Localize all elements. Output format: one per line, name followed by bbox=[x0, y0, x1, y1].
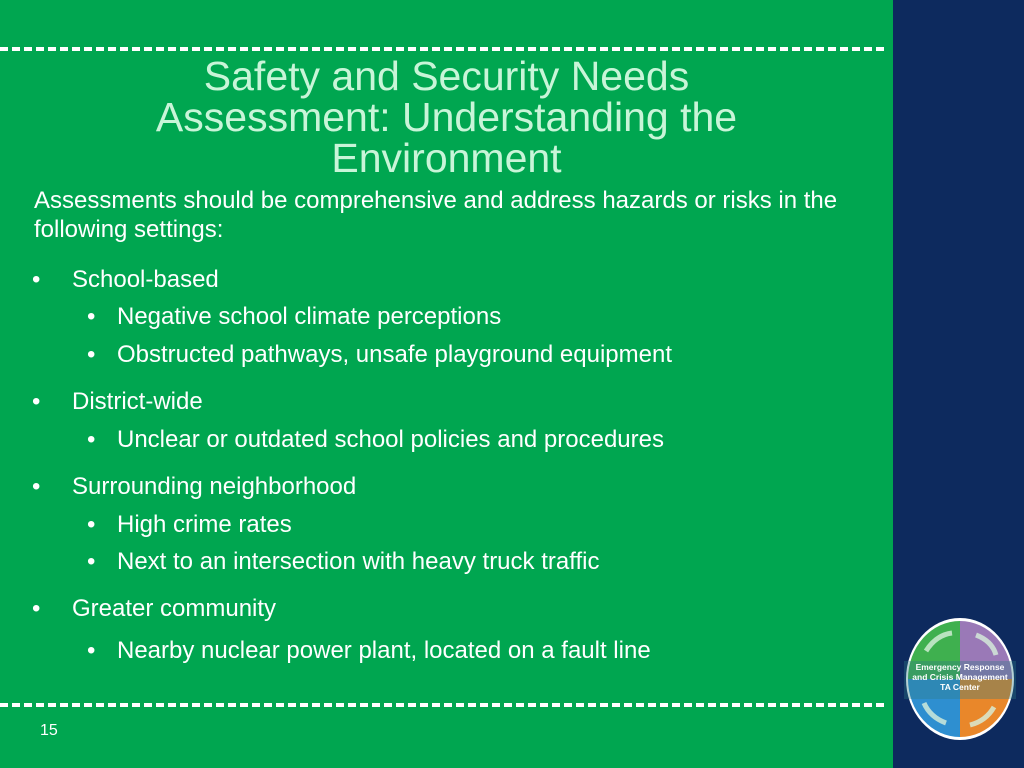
logo-line-3: TA Center bbox=[940, 682, 980, 692]
bullet-school-based bbox=[32, 266, 219, 294]
bullet-dot: • bbox=[32, 473, 41, 500]
bottom-dashed-divider bbox=[0, 703, 884, 707]
sub-bullet-label: Obstructed pathways, unsafe playground equipment bbox=[117, 341, 673, 368]
bullet-label: School-based bbox=[72, 266, 219, 293]
bullet-dot: • bbox=[32, 595, 41, 622]
intro-text: Assessments should be comprehensive and address hazards or risks in the following settings: bbox=[34, 187, 838, 243]
sub-bullet bbox=[87, 637, 651, 665]
bullet-dot: • bbox=[87, 548, 96, 575]
sub-bullet-label: Unclear or outdated school policies and procedures bbox=[117, 426, 664, 453]
sub-bullet-label: Negative school climate perceptions bbox=[117, 303, 502, 330]
logo-line-2: and Crisis Management bbox=[912, 672, 1008, 682]
sub-bullet bbox=[87, 426, 664, 454]
title-line-1: Safety and Security Needs bbox=[203, 53, 690, 99]
bullet-dot: • bbox=[32, 388, 41, 415]
sub-bullet-label: Nearby nuclear power plant, located on a fault line bbox=[117, 637, 651, 664]
bullet-dot: • bbox=[87, 637, 96, 664]
bullet-dot: • bbox=[87, 303, 96, 330]
sub-bullet bbox=[87, 511, 292, 539]
bullet-dot: • bbox=[32, 266, 41, 293]
sub-bullet bbox=[87, 303, 502, 331]
bullet-greater-community bbox=[32, 595, 277, 623]
sub-bullet bbox=[87, 341, 673, 369]
bullet-label: Surrounding neighborhood bbox=[72, 473, 357, 500]
bullet-label: District-wide bbox=[72, 388, 203, 415]
title-line-2: Assessment: Understanding the bbox=[155, 94, 738, 140]
erc-ta-center-logo bbox=[904, 617, 1016, 741]
sub-bullet-label: High crime rates bbox=[117, 511, 292, 538]
sub-bullet-label: Next to an intersection with heavy truck traffic bbox=[117, 548, 600, 575]
logo-line-1: Emergency Response bbox=[915, 662, 1005, 672]
bullet-surrounding-neighborhood bbox=[32, 473, 357, 501]
bullet-dot: • bbox=[87, 426, 96, 453]
bullet-dot: • bbox=[87, 341, 96, 368]
bullet-label: Greater community bbox=[72, 595, 277, 622]
page-number: 15 bbox=[40, 722, 58, 739]
bullet-district-wide bbox=[32, 388, 203, 416]
title-line-3: Environment bbox=[331, 135, 562, 181]
logo-graphic bbox=[904, 617, 1016, 741]
bullet-dot: • bbox=[87, 511, 96, 538]
sub-bullet bbox=[87, 548, 600, 576]
